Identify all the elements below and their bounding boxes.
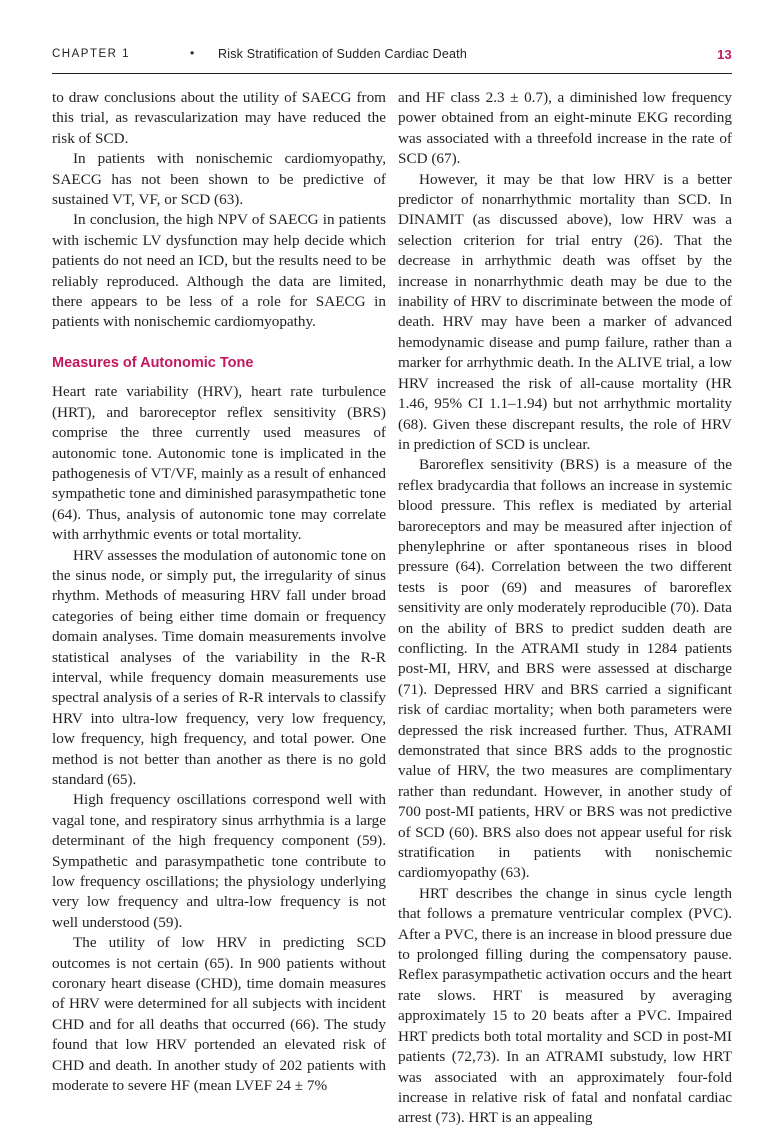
paragraph: Baroreflex sensitivity (BRS) is a measure of the reflex bradycardia that follows an increase in systemic blood pressure. This reflex is mediated by arterial baroreceptors and may be measured after injection of phenylephrine or after spontaneous rises in blood pressure (64). Correlation between the two different tests is poor (69) and measures of baroreflex sensitivity are only moderately reproducible (70). Data on the ability of BRS to predict sudden death are conflicting. In the ATRAMI study in 1284 patients post-MI, HRV, and BRS were assessed at discharge (71). Depressed HRV and BRS carried a significant risk of cardiac mortality; when both parameters were depressed the risk increased further. Thus, ATRAMI demonstrated that since BRS adds to the prognostic value of HRV, the two measures are complimentary rather than redundant. However, in another study of 700 post-MI patients, HRV or BRS was not predictive of SCD (60). BRS also does not appear useful for risk stratification in patients with nonischemic cardiomyopathy (63). — [398, 456, 732, 882]
running-head — [52, 44, 732, 66]
right-column — [398, 88, 732, 1129]
paragraph: HRV assesses the modulation of autonomic tone on the sinus node, or simply put, the irregularity of sinus rhythm. Methods of measuring HRV fall under broad categories of being either time domain or frequency domain analyses. Time domain measurements involve statistical analyses of the variability in the R-R interval, while frequency domain measurements use spectral analysis of a series of R-R intervals to classify HRV into ultra-low frequency, very low frequency, low frequency, high frequency, and total power. One method is not better than another as there is no gold standard (65). — [52, 546, 386, 788]
paragraph: to draw conclusions about the utility of SAECG from this trial, as revascularization may have reduced the risk of SCD. — [52, 89, 386, 147]
paragraph: High frequency oscillations correspond well with vagal tone, and respiratory sinus arrhythmia is a large determinant of the high frequency component (59). Sympathetic and parasympathetic tone contribute to low frequency oscillations; the physiology underlying very low frequency and ultra-low frequency is not well understood (59). — [52, 791, 386, 931]
page-number: 13 — [717, 47, 732, 62]
section-heading: Measures of Autonomic Tone — [52, 354, 254, 371]
paragraph: In conclusion, the high NPV of SAECG in patients with ischemic LV dysfunction may help decide which patients do not need an ICD, but the results need to be reliably reproduced. Although the data are limited, there appears to be less of a role for SAECG in patients with nonischemic cardiomyopathy. — [52, 211, 386, 331]
paragraph: Heart rate variability (HRV), heart rate turbulence (HRT), and baroreceptor reflex sensitivity (BRS) comprise the three currently used measures of autonomic tone. Autonomic tone is implicated in the pathogenesis of VT/VF, mainly as a result of enhanced sympathetic tone and diminished parasympathetic tone (64). Thus, analysis of autonomic tone may correlate with arrhythmic events or total mortality. — [52, 383, 386, 544]
paragraph: HRT describes the change in sinus cycle length that follows a premature ventricular complex (PVC). After a PVC, there is an increase in blood pressure due to prolonged filling during the compensatory pause. Reflex parasympathetic activation occurs and the heart rate slows. HRT is measured by averaging approximately 15 to 20 beats after a PVC. Impaired HRT predicts both total mortality and SCD in post-MI patients (72,73). In an ATRAMI substudy, low HRT was associated with an approximately four-fold increase in relative risk of fatal and nonfatal cardiac arrest (73). HRT is an appealing — [398, 884, 732, 1127]
left-column — [52, 88, 386, 1097]
chapter-label: CHAPTER 1 — [52, 48, 131, 60]
paragraph: However, it may be that low HRV is a better predictor of nonarrhythmic mortality than SCD. In DINAMIT (as discussed above), low HRV was a selection criterion for trial entry (26). That the decrease in arrhythmic death was offset by the increase in nonarrhythmic death may be due to the inability of HRV to discriminate between the mode of death. HRV may have been a marker of advanced hemodynamic disease and pump failure, rather than a marker for arrhythmic death. In the ALIVE trial, a low HRV increased the risk of all-cause mortality (HR 1.46, 95% CI 1.1–1.94) but not arrhythmic mortality (68). Given these discrepant results, the role of HRV in prediction of SCD is unclear. — [398, 170, 732, 453]
separator-bullet: • — [190, 46, 195, 60]
paragraph: In patients with nonischemic cardiomyopathy, SAECG has not been shown to be predictive of sustained VT, VF, or SCD (63). — [52, 150, 386, 209]
paragraph: and HF class 2.3 ± 0.7), a diminished low frequency power obtained from an eight-minute EKG recording was associated with a threefold increase in the rate of SCD (67). — [398, 89, 732, 168]
paragraph: The utility of low HRV in predicting SCD outcomes is not certain (65). In 900 patients without coronary heart disease (CHD), time domain measures of HRV were determined for all subjects with incident CHD and for all deaths that occurred (66). The study found that low HRV portended an elevated risk of CHD and death. In another study of 202 patients with moderate to severe HF (mean LVEF 24 ± 7% — [52, 934, 386, 1095]
chapter-title: Risk Stratification of Sudden Cardiac Death — [218, 47, 467, 61]
header-rule — [52, 73, 732, 74]
